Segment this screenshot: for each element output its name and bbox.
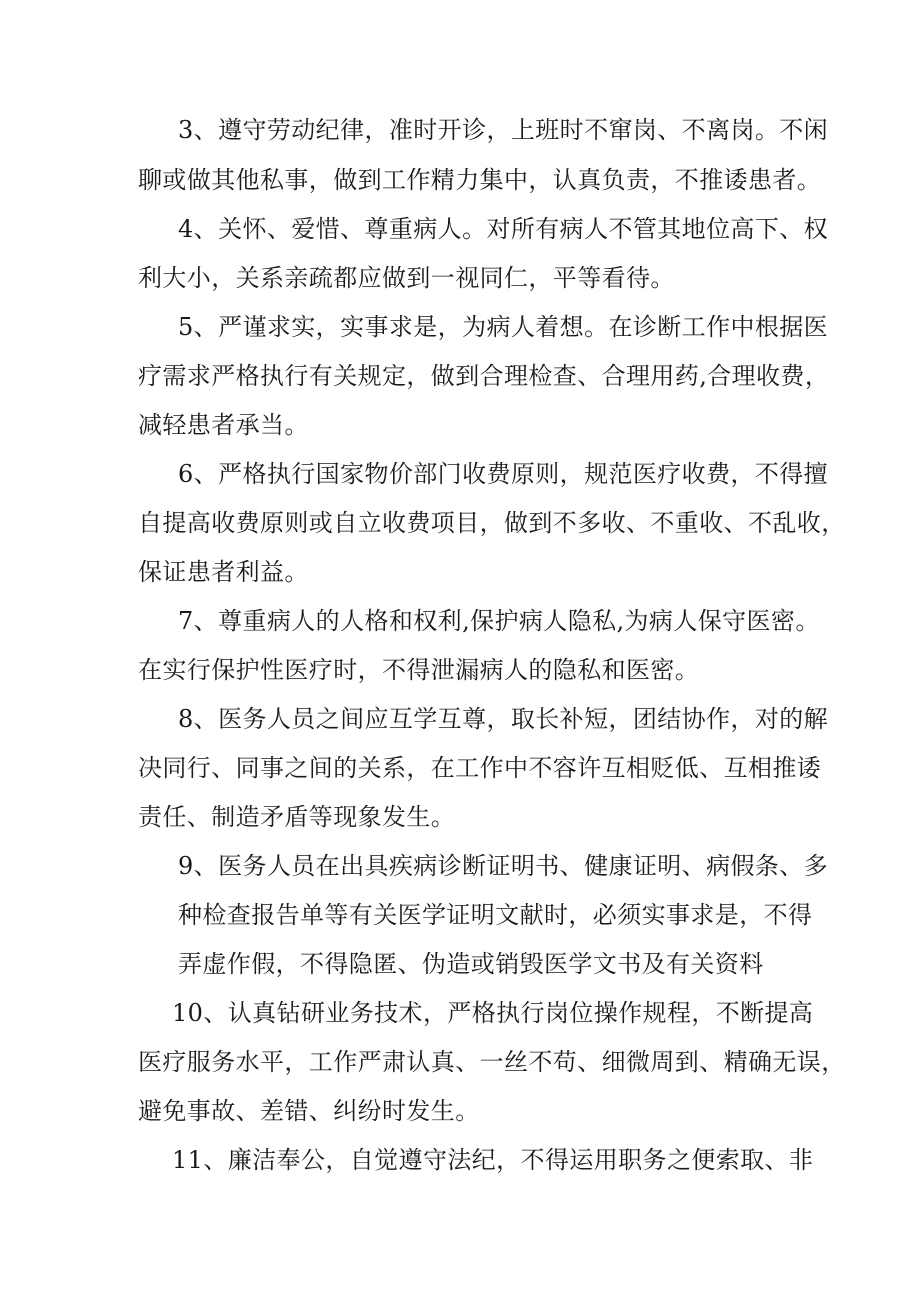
text-line: 6、严格执行国家物价部门收费原则，规范医疗收费，不得擅 [178,460,829,488]
text-line: 保证患者利益。 [138,558,309,586]
text-line: 疗需求严格执行有关规定，做到合理检查、合理用药,合理收费， [138,362,830,390]
text-line: 弄虚作假，不得隐匿、伪造或销毁医学文书及有关资料 [178,950,764,978]
text-line: 7、尊重病人的人格和权利,保护病人隐私,为病人保守医密。 [178,607,820,635]
text-line: 聊或做其他私事，做到工作精力集中，认真负责，不推诿患者。 [138,166,822,194]
text-line: 避免事故、差错、纠纷时发生。 [138,1097,480,1125]
text-line: 自提高收费原则或自立收费项目，做到不多收、不重收、不乱收， [138,509,846,537]
text-line: 责任、制造矛盾等现象发生。 [138,803,456,831]
text-line: 医疗服务水平，工作严肃认真、一丝不苟、细微周到、精确无误， [138,1048,846,1076]
text-line: 减轻患者承当。 [138,411,309,439]
text-line: 利大小，关系亲疏都应做到一视同仁，平等看待。 [138,264,675,292]
text-line: 决同行、同事之间的关系，在工作中不容许互相贬低、互相推诿 [138,754,822,782]
text-line: 11、廉洁奉公，自觉遵守法纪，不得运用职务之便索取、非 [172,1146,814,1174]
text-line: 8、医务人员之间应互学互尊，取长补短，团结协作，对的解 [178,705,829,733]
text-line: 5、严谨求实，实事求是，为病人着想。在诊断工作中根据医 [178,313,829,341]
text-line: 9、医务人员在出具疾病诊断证明书、健康证明、病假条、多 [178,852,829,880]
text-line: 4、关怀、爱惜、尊重病人。对所有病人不管其地位高下、权 [178,215,829,243]
text-line: 3、遵守劳动纪律，准时开诊，上班时不窜岗、不离岗。不闲 [178,116,829,144]
text-line: 10、认真钻研业务技术，严格执行岗位操作规程，不断提高 [172,999,814,1027]
text-line: 在实行保护性医疗时，不得泄漏病人的隐私和医密。 [138,656,700,684]
text-line: 种检查报告单等有关医学证明文献时，必须实事求是，不得 [178,901,813,929]
